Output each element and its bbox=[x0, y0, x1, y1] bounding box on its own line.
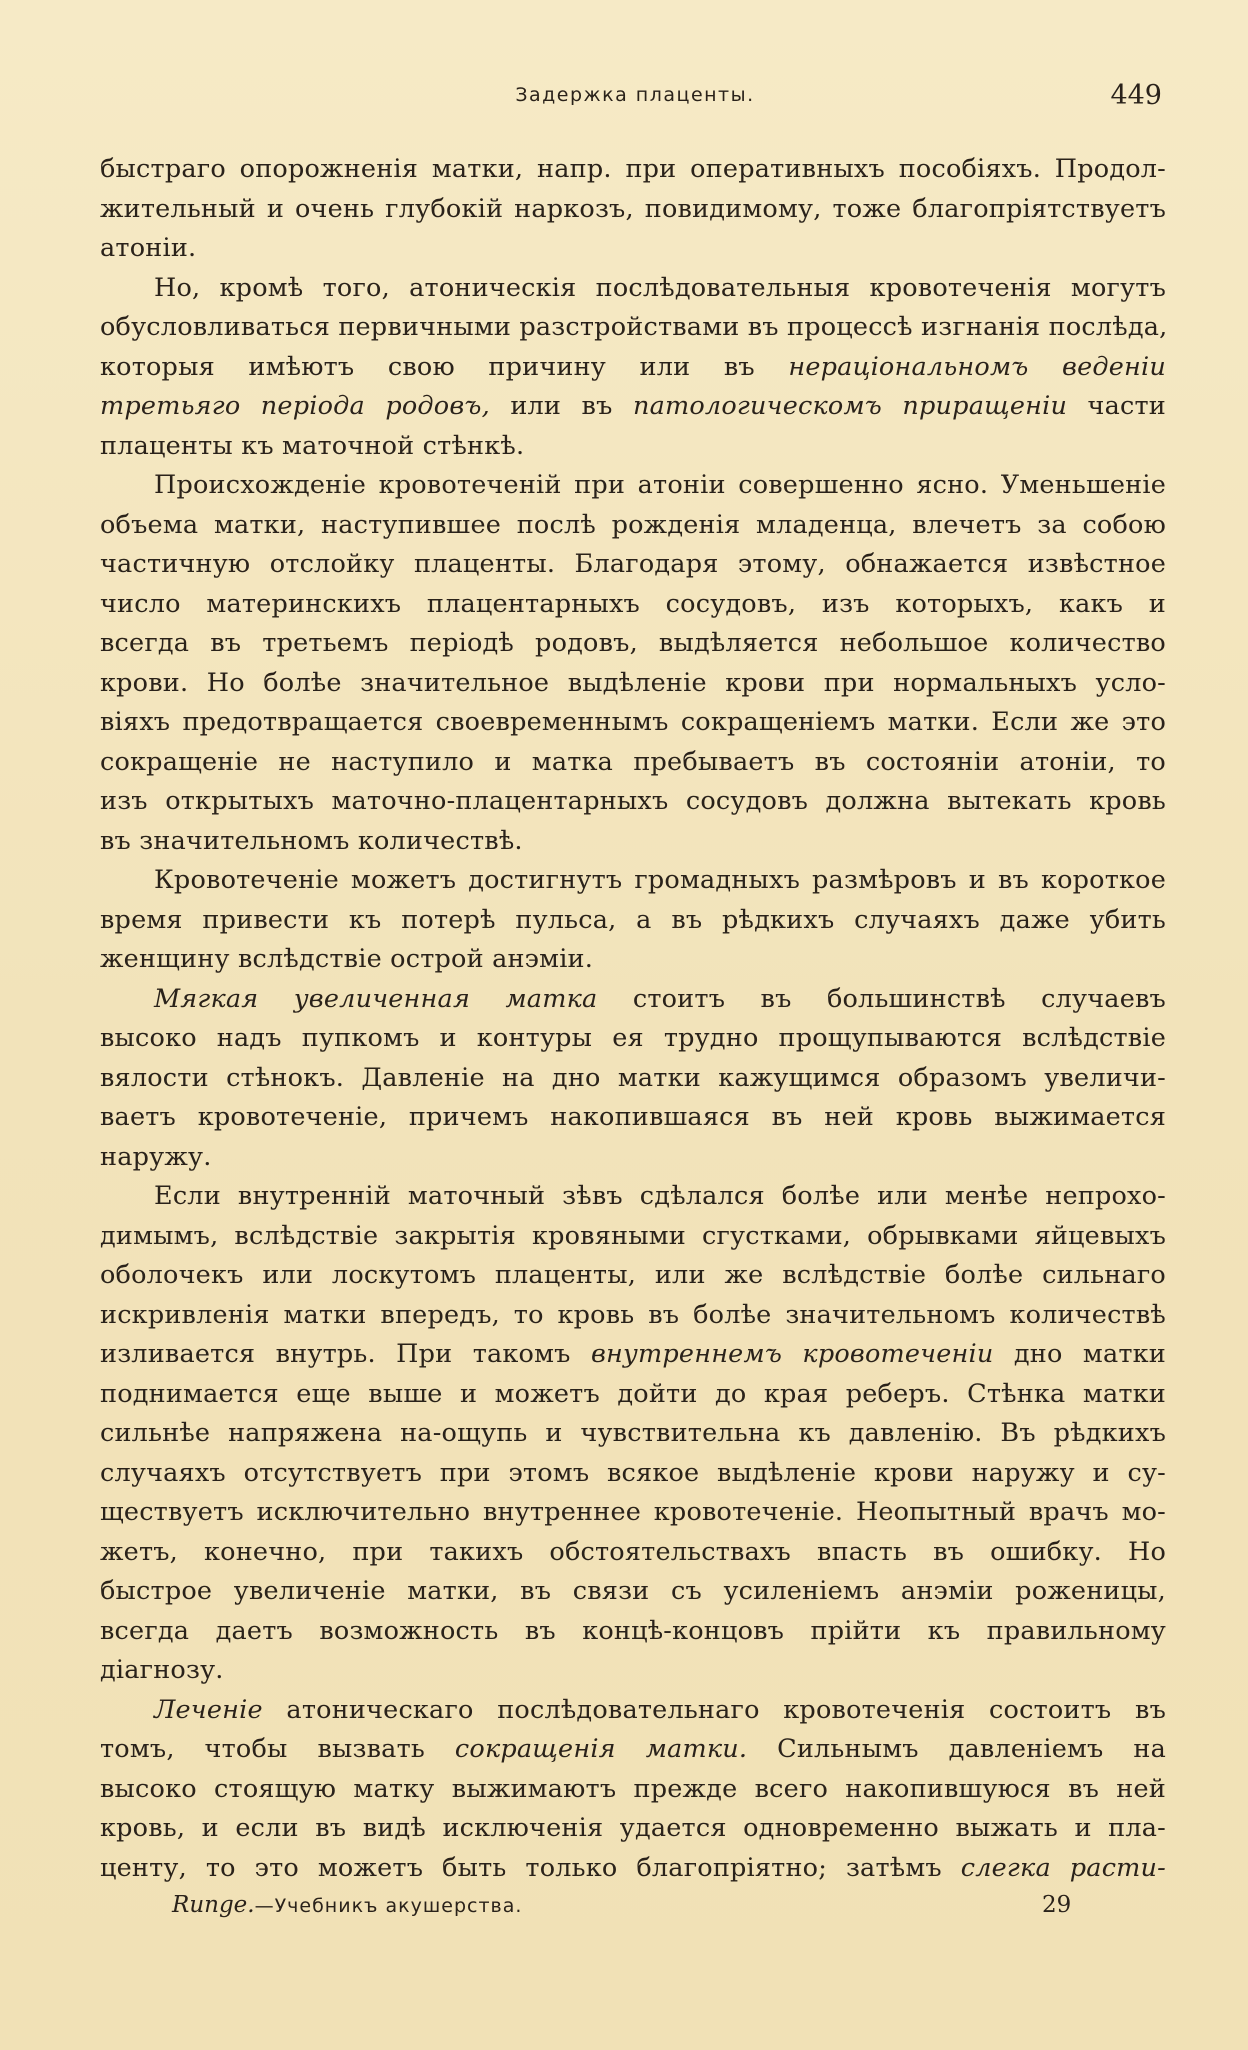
text-segment: наружу. bbox=[100, 1141, 212, 1172]
text-line bbox=[100, 1533, 1166, 1573]
text-line bbox=[100, 1414, 1166, 1454]
text-line bbox=[100, 269, 1166, 309]
text-segment: Кровотеченіе можетъ достигнутъ громадныхъ размѣровъ и въ короткое bbox=[154, 865, 1166, 895]
text-segment: кровь, и если въ видѣ исключенія удается одновременно выжать и пла- bbox=[100, 1813, 1166, 1843]
text-segment: жительный и очень глубокій наркозъ, повидимому, тоже благопріятствуетъ bbox=[100, 193, 1166, 224]
text-line bbox=[100, 1809, 1166, 1849]
text-line bbox=[100, 782, 1166, 822]
text-line bbox=[100, 348, 1166, 388]
text-line bbox=[100, 1256, 1166, 1296]
text-segment: изливается внутрь. При такомъ bbox=[100, 1339, 591, 1369]
text-line bbox=[100, 1454, 1166, 1494]
text-segment: Но, кромѣ того, атоническія послѣдовательныя кровотеченія могутъ bbox=[154, 272, 1166, 303]
text-line bbox=[100, 1177, 1166, 1217]
text-segment: атоническаго послѣдовательнаго кровотеченія состоитъ въ bbox=[262, 1694, 1166, 1725]
text-segment: изъ открытыхъ маточно-плацентарныхъ сосудовъ должна вытекать кровь bbox=[100, 786, 1166, 816]
text-line bbox=[100, 545, 1166, 585]
text-line bbox=[100, 1770, 1166, 1810]
text-line bbox=[100, 466, 1166, 506]
text-segment: оболочекъ или лоскутомъ плаценты, или же вслѣдствіе болѣе сильнаго bbox=[100, 1260, 1166, 1290]
italic-text-segment: слегка расти- bbox=[960, 1852, 1166, 1883]
footer-sheet-number: 29 bbox=[1042, 1892, 1072, 1918]
italic-text-segment: внутреннемъ кровотеченіи bbox=[590, 1339, 994, 1369]
text-segment: число материнскихъ плацентарныхъ сосудовъ, изъ которыхъ, какъ и bbox=[100, 588, 1166, 619]
text-line bbox=[100, 1217, 1166, 1257]
text-line bbox=[100, 506, 1166, 546]
text-segment: или въ bbox=[489, 391, 633, 421]
italic-text-segment: третьяго періода родовъ, bbox=[100, 391, 490, 421]
text-segment: быстрое увеличеніе матки, въ связи съ усиленіемъ анэміи роженицы, bbox=[100, 1576, 1166, 1606]
text-segment: стоитъ въ большинствѣ случаевъ bbox=[597, 983, 1166, 1014]
text-line bbox=[100, 901, 1166, 941]
running-title: Задержка плаценты. bbox=[515, 84, 755, 106]
text-line bbox=[100, 1019, 1166, 1059]
text-segment: поднимается еще выше и можетъ дойти до края реберъ. Стѣнка матки bbox=[100, 1378, 1166, 1409]
text-segment: ществуетъ исключительно внутреннее кровотеченіе. Неопытный врачъ мо- bbox=[100, 1497, 1166, 1527]
text-line bbox=[100, 624, 1166, 664]
text-segment: вялости стѣнокъ. Давленіе на дно матки кажущимся образомъ увеличи- bbox=[100, 1062, 1166, 1093]
text-line bbox=[100, 1375, 1166, 1415]
text-line bbox=[100, 585, 1166, 625]
text-segment: обусловливаться первичными разстройствами въ процессѣ изгнанія послѣда, bbox=[100, 312, 1168, 342]
text-segment: жетъ, конечно, при такихъ обстоятельствахъ впасть въ ошибку. Но bbox=[100, 1536, 1166, 1567]
text-line bbox=[100, 1691, 1166, 1731]
text-line bbox=[100, 940, 1166, 980]
text-segment: димымъ, вслѣдствіе закрытія кровяными сгустками, обрывками яйцевыхъ bbox=[100, 1220, 1166, 1251]
text-segment: которыя имѣютъ свою причину или въ bbox=[100, 351, 789, 382]
text-line bbox=[100, 1059, 1166, 1099]
text-line bbox=[100, 1612, 1166, 1652]
text-segment: ваетъ кровотеченіе, причемъ накопившаяся въ ней кровь выжимается bbox=[100, 1102, 1166, 1132]
text-line bbox=[100, 387, 1166, 427]
text-line bbox=[100, 980, 1166, 1020]
text-line bbox=[100, 1572, 1166, 1612]
italic-text-segment: нераціональномъ веденіи bbox=[788, 351, 1166, 382]
page-footer bbox=[100, 1892, 1166, 1932]
text-segment: діагнозу. bbox=[100, 1655, 224, 1685]
text-segment: время привести къ потерѣ пульса, а въ рѣдкихъ случаяхъ даже убить bbox=[100, 904, 1166, 935]
text-line bbox=[100, 1493, 1166, 1533]
text-segment: плаценты къ маточной стѣнкѣ. bbox=[100, 430, 525, 461]
text-segment: части bbox=[1067, 391, 1166, 421]
page-number: 449 bbox=[1110, 80, 1162, 111]
footer-publication: —Учебникъ акушерства. bbox=[254, 1895, 523, 1917]
text-line bbox=[100, 1335, 1166, 1375]
text-line bbox=[100, 308, 1166, 348]
italic-text-segment: патологическомъ приращеніи bbox=[632, 391, 1068, 421]
text-segment: объема матки, наступившее послѣ рожденія младенца, влечетъ за собою bbox=[100, 509, 1166, 540]
text-segment: крови. Но болѣе значительное выдѣленіе крови при нормальныхъ усло- bbox=[100, 667, 1166, 698]
text-line bbox=[100, 427, 1166, 467]
text-line bbox=[100, 822, 1166, 862]
text-line bbox=[100, 1849, 1166, 1889]
footer-author: Runge. bbox=[172, 1892, 255, 1918]
text-segment: сильнѣе напряжена на-ощупь и чувствительна къ давленію. Въ рѣдкихъ bbox=[100, 1418, 1166, 1448]
text-line bbox=[100, 703, 1166, 743]
page-header bbox=[100, 80, 1170, 124]
text-segment: высоко надъ пупкомъ и контуры ея трудно прощупываются вслѣдствіе bbox=[100, 1023, 1166, 1053]
text-segment: случаяхъ отсутствуетъ при этомъ всякое выдѣленіе крови наружу и су- bbox=[100, 1457, 1166, 1488]
italic-text-segment: Леченіе bbox=[154, 1694, 263, 1725]
text-line bbox=[100, 229, 1166, 269]
text-segment: всегда даетъ возможность въ концѣ-концовъ прійти къ правильному bbox=[100, 1615, 1166, 1646]
italic-text-segment: сокращенія матки. bbox=[454, 1734, 748, 1764]
text-segment: атоніи. bbox=[100, 233, 197, 263]
text-line bbox=[100, 1730, 1166, 1770]
body-text bbox=[100, 150, 1166, 1888]
text-segment: Сильнымъ давленіемъ на bbox=[747, 1734, 1166, 1764]
text-segment: дно матки bbox=[993, 1339, 1166, 1369]
text-segment: женщину вслѣдствіе острой анэміи. bbox=[100, 944, 594, 974]
text-segment: сокращеніе не наступило и матка пребываетъ въ состояніи атоніи, то bbox=[100, 746, 1166, 777]
text-segment: въ значительномъ количествѣ. bbox=[100, 825, 523, 856]
text-segment: высоко стоящую матку выжимаютъ прежде всего накопившуюся въ ней bbox=[100, 1773, 1166, 1804]
text-line bbox=[100, 743, 1166, 783]
text-segment: Происхожденіе кровотеченій при атоніи совершенно ясно. Уменьшеніе bbox=[154, 470, 1166, 500]
text-line bbox=[100, 150, 1166, 190]
text-line bbox=[100, 1296, 1166, 1336]
text-segment: томъ, чтобы вызвать bbox=[100, 1734, 455, 1764]
text-line bbox=[100, 190, 1166, 230]
text-segment: віяхъ предотвращается своевременнымъ сокращеніемъ матки. Если же это bbox=[100, 707, 1166, 737]
text-segment: частичную отслойку плаценты. Благодаря этому, обнажается извѣстное bbox=[100, 549, 1166, 579]
text-line bbox=[100, 1138, 1166, 1178]
text-segment: быстраго опорожненія матки, напр. при оперативныхъ пособіяхъ. Продол- bbox=[100, 154, 1166, 184]
italic-text-segment: Мягкая увеличенная матка bbox=[154, 983, 598, 1014]
text-segment: центу, то это можетъ быть только благопріятно; затѣмъ bbox=[100, 1852, 961, 1883]
text-line bbox=[100, 1098, 1166, 1138]
text-segment: искривленія матки впередъ, то кровь въ болѣе значительномъ количествѣ bbox=[100, 1299, 1166, 1330]
footer-signature bbox=[172, 1892, 522, 1918]
text-line bbox=[100, 1651, 1166, 1691]
text-segment: Если внутренній маточный зѣвъ сдѣлался болѣе или менѣе непрохо- bbox=[154, 1181, 1166, 1211]
text-segment: всегда въ третьемъ періодѣ родовъ, выдѣляется небольшое количество bbox=[100, 628, 1166, 658]
text-line bbox=[100, 664, 1166, 704]
text-line bbox=[100, 861, 1166, 901]
